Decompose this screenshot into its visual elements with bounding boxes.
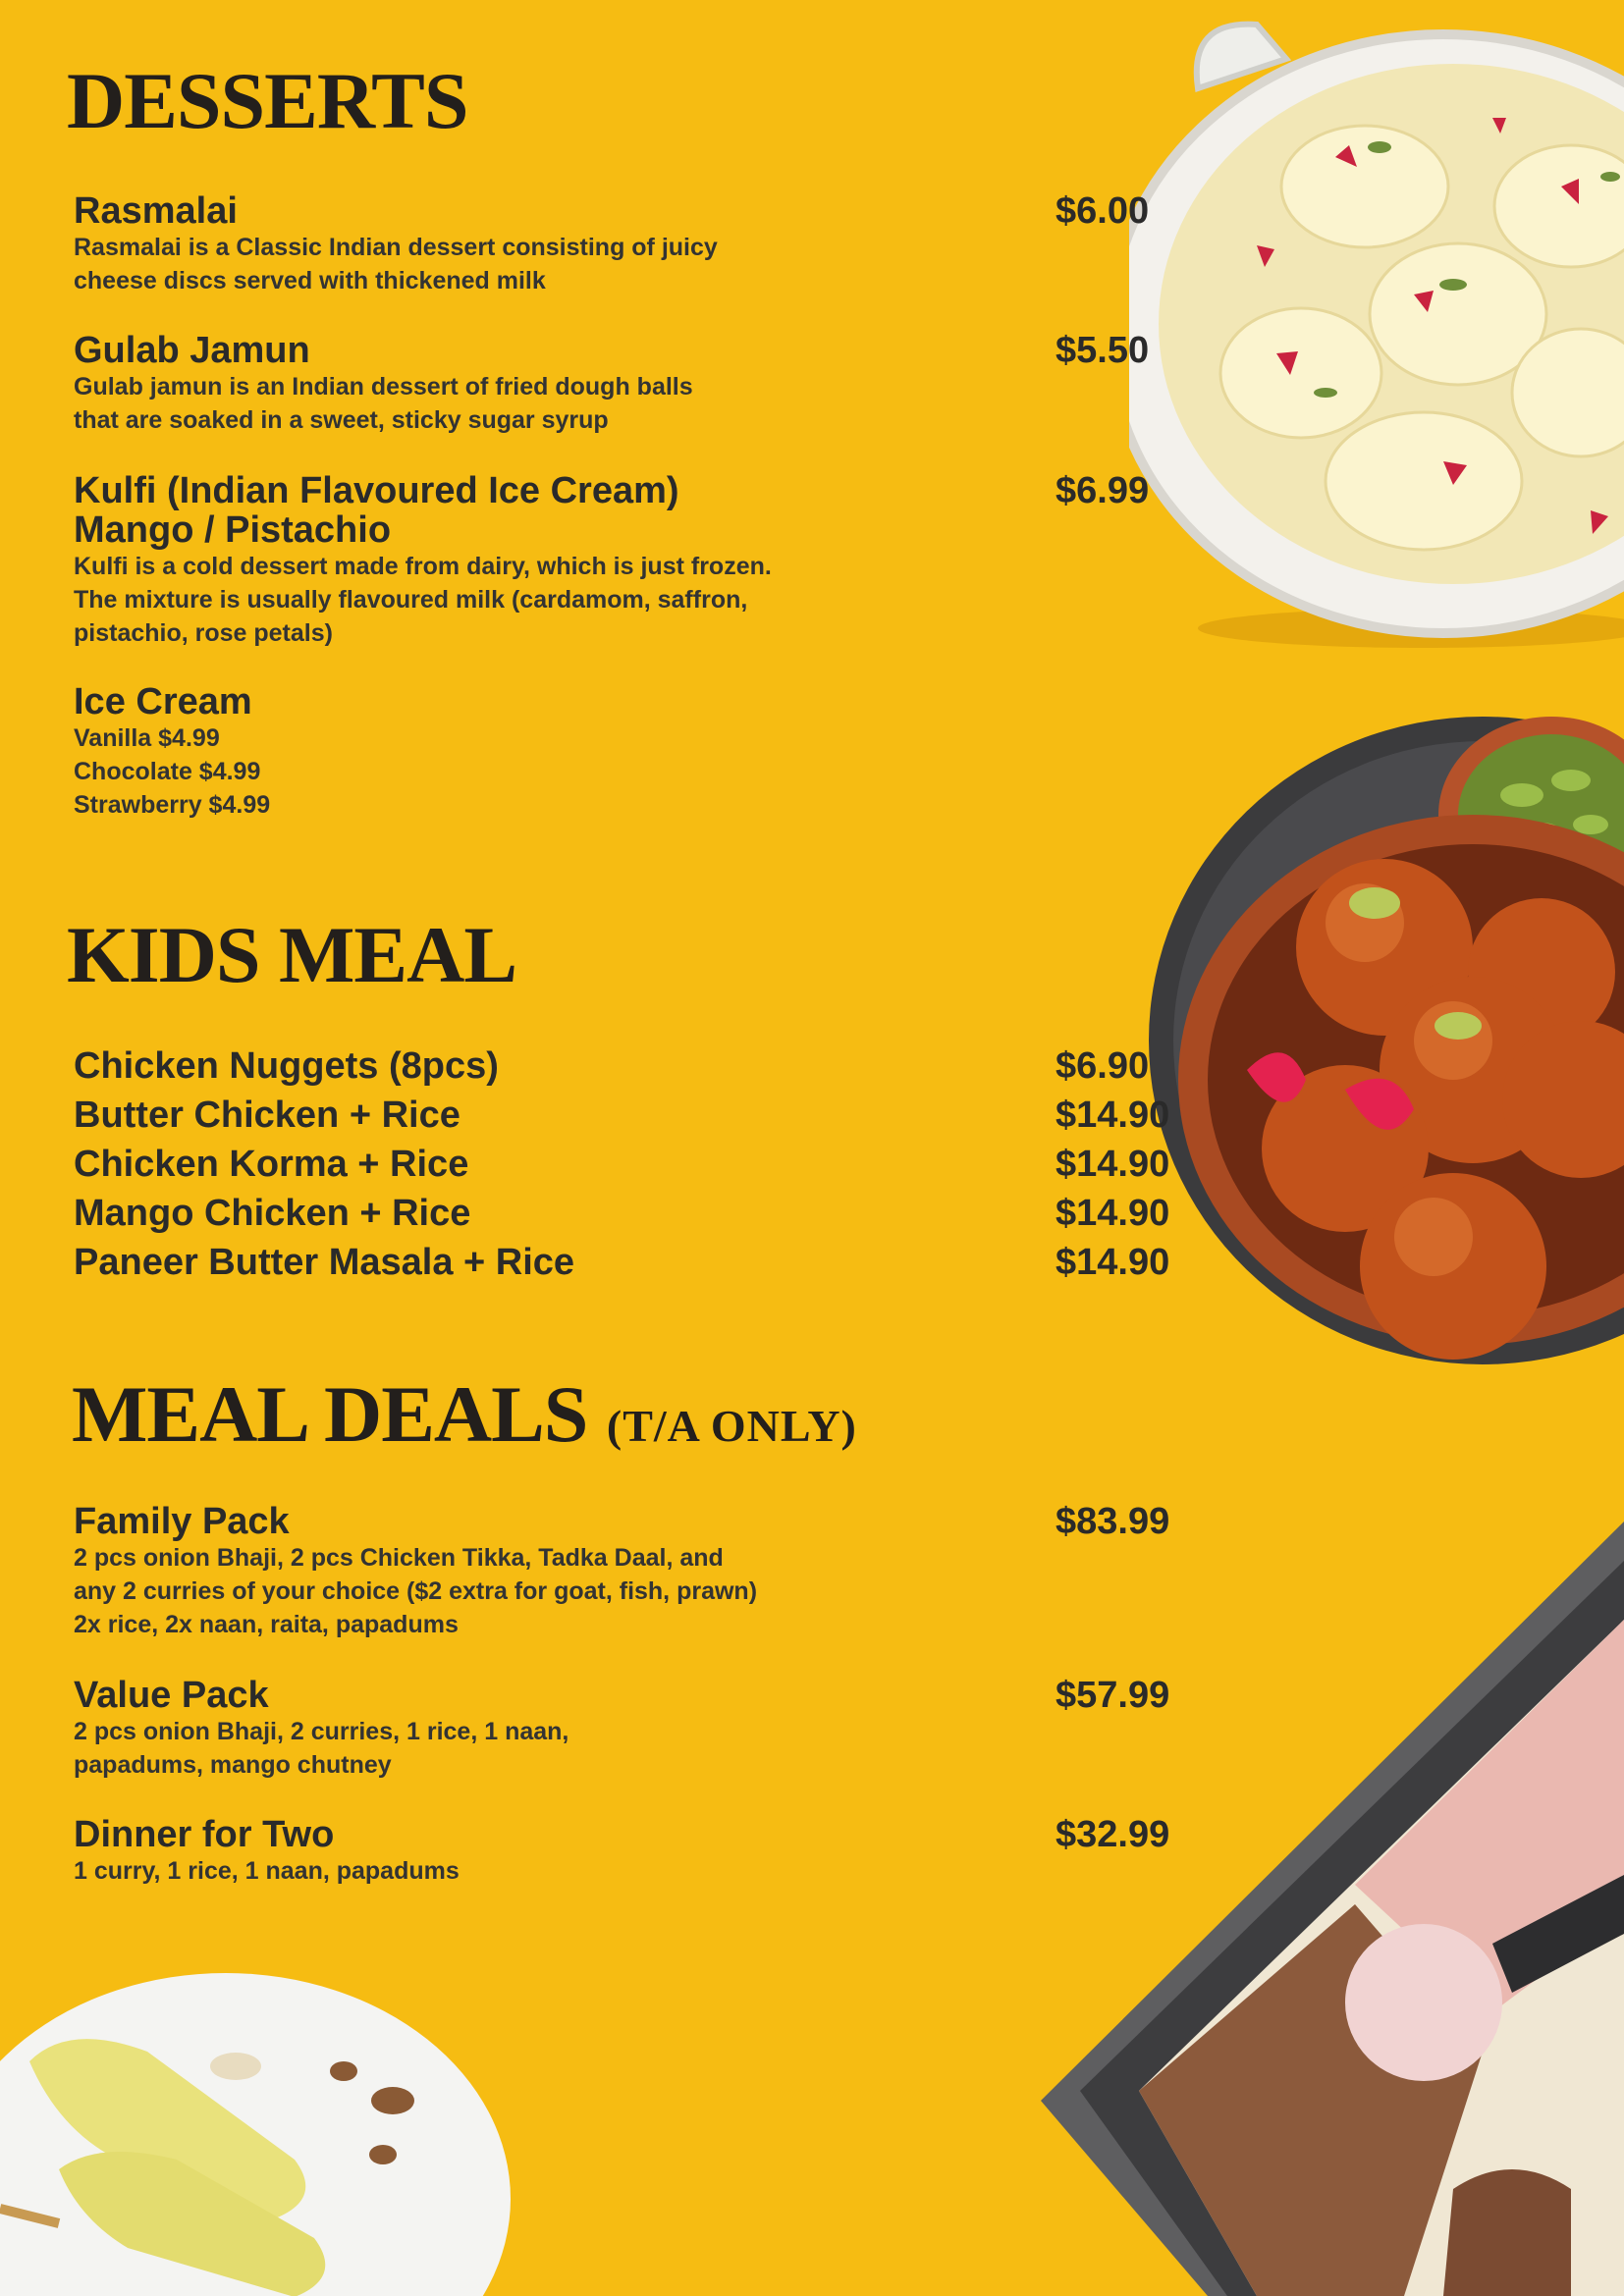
item-desc: 2 pcs onion Bhaji, 2 pcs Chicken Tikka, Tadka Daal, and	[74, 1544, 724, 1572]
item-price: $6.99	[1056, 470, 1150, 511]
item-name: Mango Chicken + Rice	[74, 1193, 471, 1234]
item-price: $14.90	[1056, 1242, 1170, 1283]
menu-item-dinner-for-two	[74, 1814, 1170, 1888]
menu-item-kids-1	[74, 1091, 1170, 1140]
item-name-flavours: Mango / Pistachio	[74, 509, 392, 551]
item-name: Paneer Butter Masala + Rice	[74, 1242, 575, 1283]
item-name: Dinner for Two	[74, 1814, 335, 1855]
item-desc: papadums, mango chutney	[74, 1751, 392, 1779]
item-desc: 1 curry, 1 rice, 1 naan, papadums	[74, 1857, 460, 1885]
meal-deals-title-text: MEAL DEALS	[72, 1369, 588, 1459]
item-price: $14.90	[1056, 1144, 1170, 1185]
item-price: $14.90	[1056, 1193, 1170, 1234]
menu-item-kids-4	[74, 1238, 1170, 1287]
item-price: $83.99	[1056, 1501, 1170, 1542]
meal-deals-subtitle: (T/A ONLY)	[606, 1401, 857, 1451]
item-price: $6.90	[1056, 1045, 1150, 1087]
item-name: Value Pack	[74, 1675, 269, 1716]
item-desc: any 2 curries of your choice ($2 extra for goat, fish, prawn)	[74, 1577, 758, 1605]
item-desc: 2x rice, 2x naan, raita, papadums	[74, 1611, 459, 1638]
item-name: Family Pack	[74, 1501, 290, 1542]
item-name: Rasmalai	[74, 190, 238, 232]
item-desc: Gulab jamun is an Indian dessert of fried dough balls	[74, 373, 693, 400]
item-desc: that are soaked in a sweet, sticky sugar syrup	[74, 406, 609, 434]
desserts-title: DESSERTS	[67, 56, 468, 145]
item-desc: Vanilla $4.99	[74, 724, 220, 752]
menu-item-value-pack	[74, 1675, 1170, 1782]
item-price: $6.00	[1056, 190, 1150, 232]
item-desc: cheese discs served with thickened milk	[74, 267, 546, 294]
menu-item-kids-0	[74, 1041, 1150, 1091]
item-desc: Kulfi is a cold dessert made from dairy, which is just frozen.	[74, 553, 772, 580]
item-price: $5.50	[1056, 330, 1150, 371]
item-name: Kulfi (Indian Flavoured Ice Cream)	[74, 470, 679, 511]
item-desc: pistachio, rose petals)	[74, 619, 333, 647]
item-name: Chicken Korma + Rice	[74, 1144, 469, 1185]
item-price: $57.99	[1056, 1675, 1170, 1716]
item-name: Ice Cream	[74, 681, 252, 722]
menu-item-kulfi	[74, 470, 1150, 650]
menu-item-rasmalai	[74, 190, 1150, 297]
kids-meal-title: KIDS MEAL	[67, 910, 517, 999]
menu-item-kids-3	[74, 1189, 1170, 1238]
item-desc: The mixture is usually flavoured milk (cardamom, saffron,	[74, 586, 748, 614]
item-desc: Chocolate $4.99	[74, 758, 261, 785]
rasmalai-photo	[1129, 0, 1624, 648]
item-name: Butter Chicken + Rice	[74, 1095, 460, 1136]
item-price: $32.99	[1056, 1814, 1170, 1855]
item-desc: Strawberry $4.99	[74, 791, 271, 819]
item-price: $14.90	[1056, 1095, 1170, 1136]
menu-item-gulab-jamun	[74, 330, 1150, 437]
menu-item-family-pack	[74, 1501, 1170, 1641]
meal-deals-title	[72, 1369, 857, 1459]
menu-item-ice-cream	[74, 682, 1134, 822]
kulfi-photo	[0, 1973, 511, 2296]
menu-item-kids-2	[74, 1140, 1170, 1189]
gulab-jamun-photo	[1149, 687, 1624, 1433]
item-name: Gulab Jamun	[74, 330, 310, 371]
item-desc: Rasmalai is a Classic Indian dessert consisting of juicy	[74, 234, 718, 261]
item-desc: 2 pcs onion Bhaji, 2 curries, 1 rice, 1 naan,	[74, 1718, 569, 1745]
item-name: Chicken Nuggets (8pcs)	[74, 1045, 499, 1087]
